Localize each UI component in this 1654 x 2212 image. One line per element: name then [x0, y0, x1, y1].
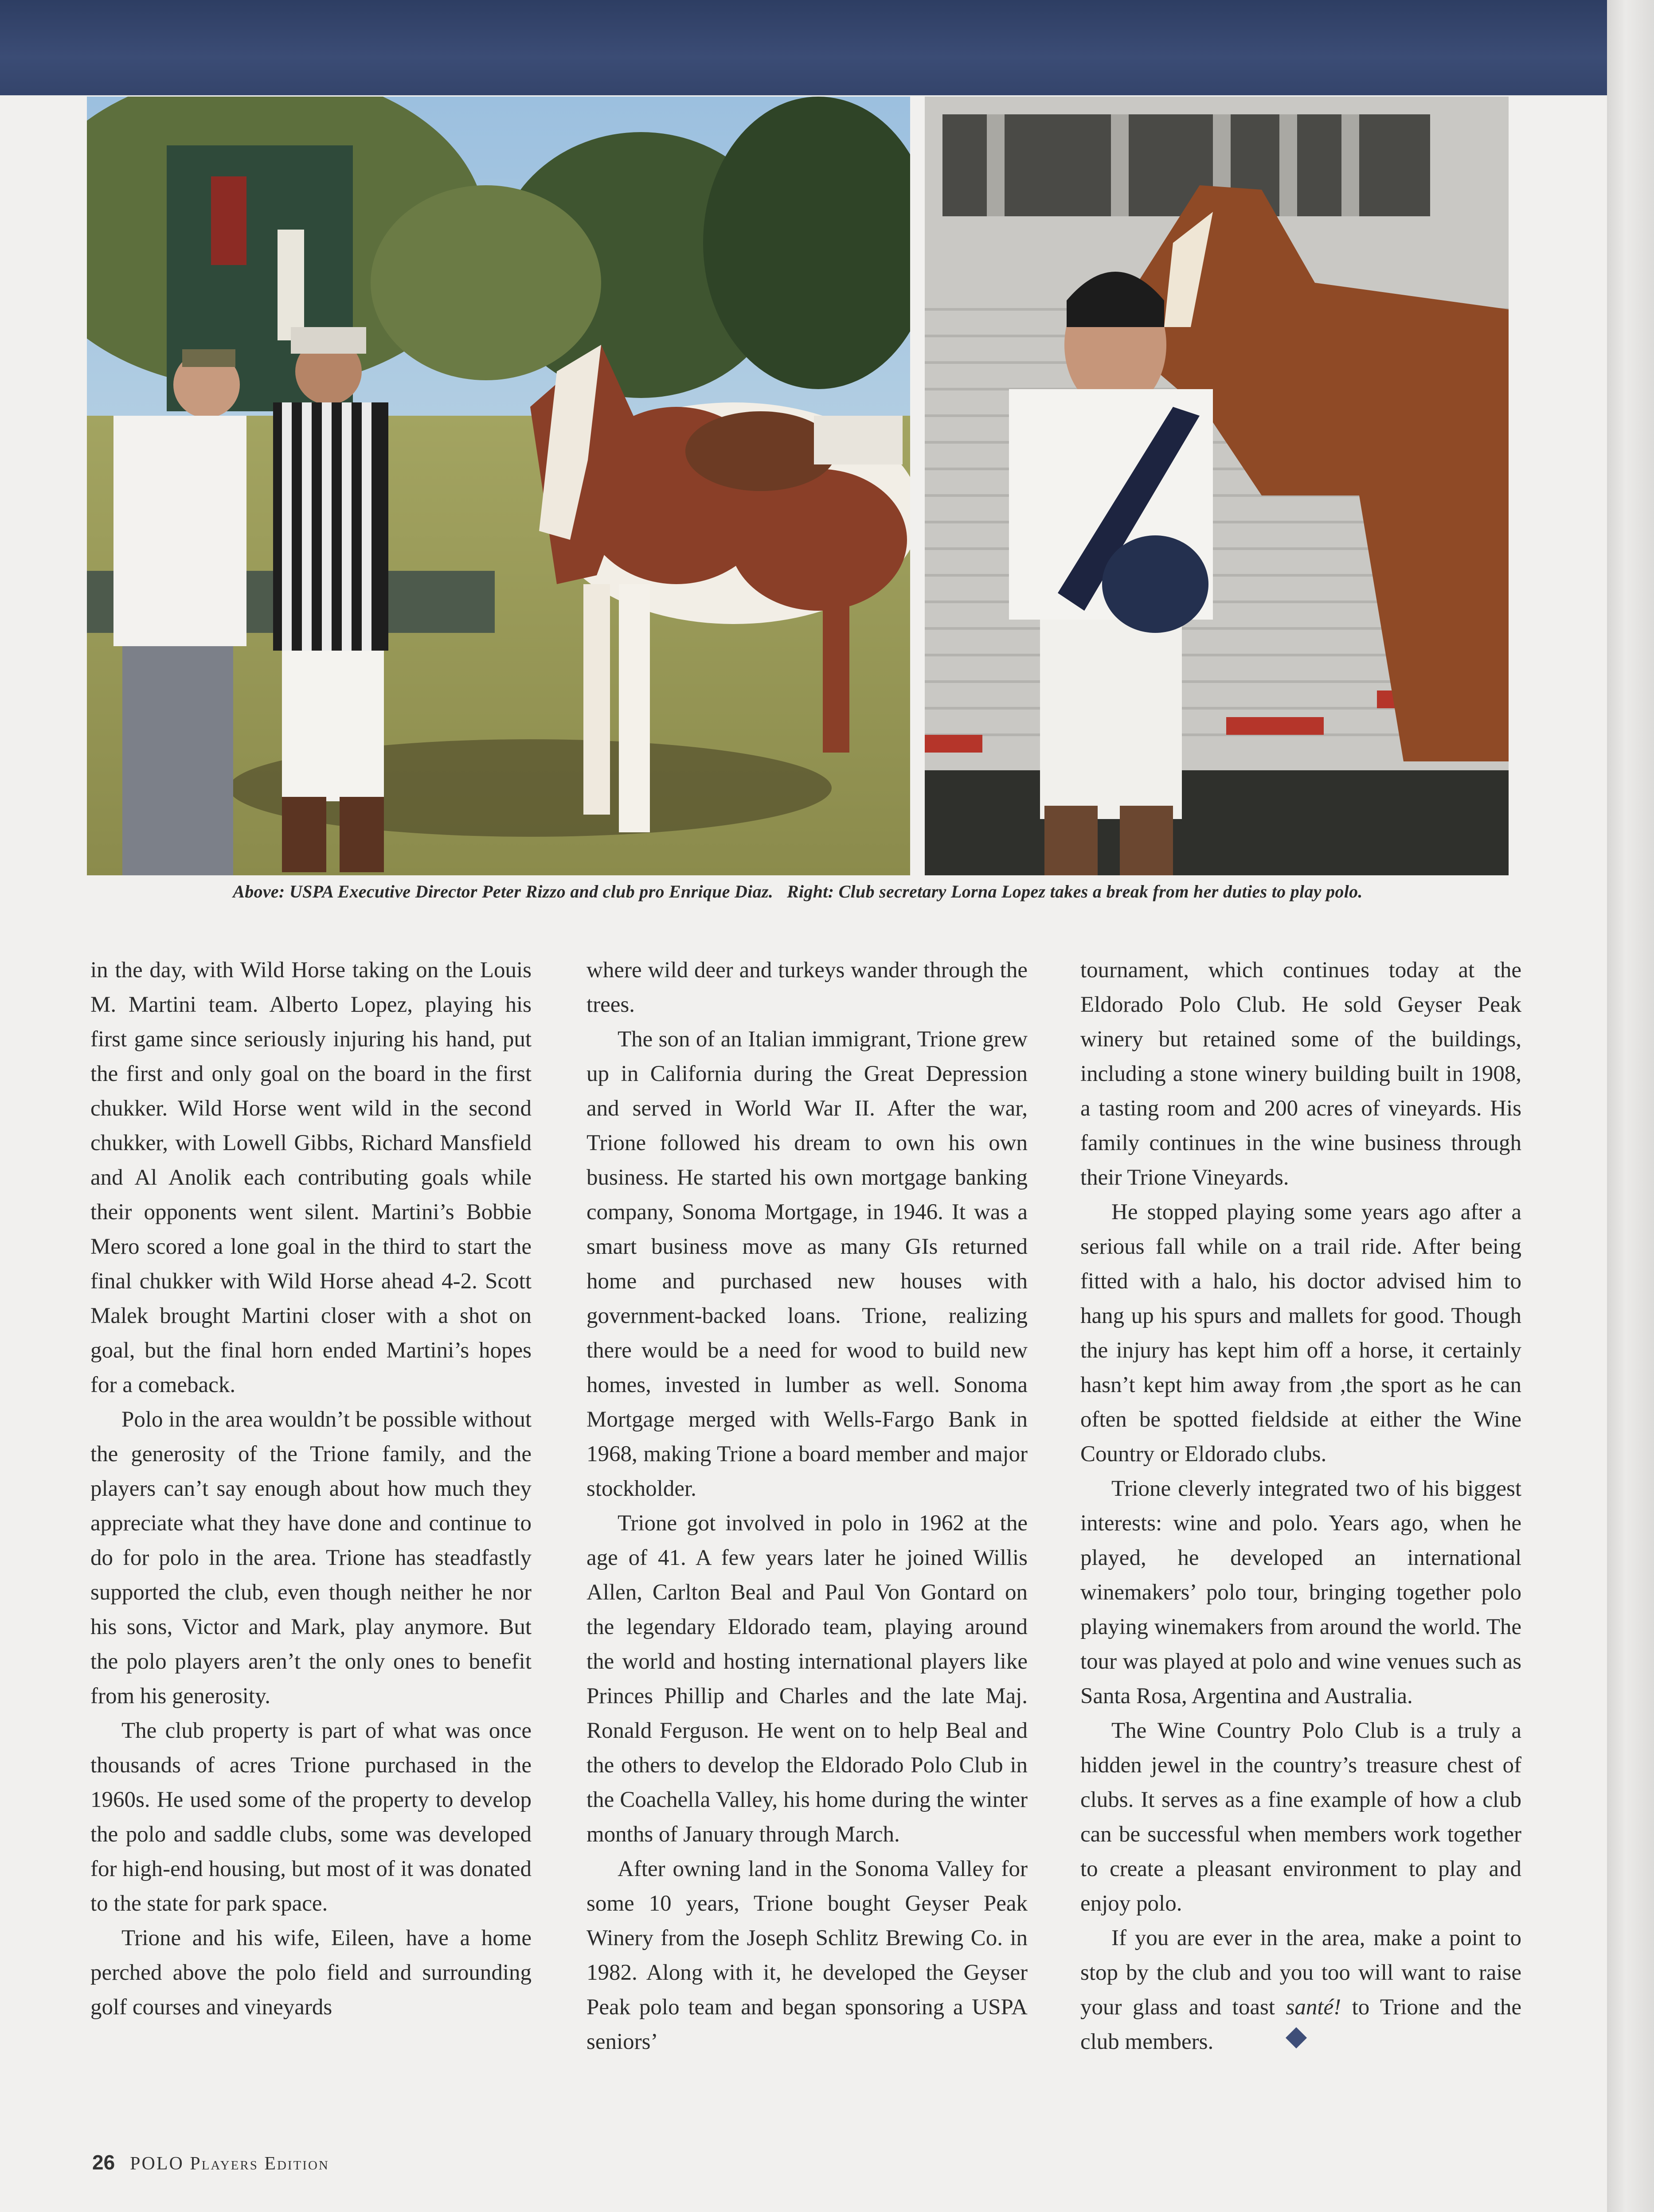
- article-column-2: [587, 953, 1028, 2059]
- end-diamond-icon: [1286, 2027, 1307, 2048]
- article-column-3: [1080, 953, 1521, 2059]
- paragraph: The son of an Italian immigrant, Trione grew up in California during the Great Depression and served in World War II. After the war, Trione followed his dream to own his own business. He started his own mortgage banking company, Sonoma Mortgage, in 1946. It was a smart business move as many GIs returned home and purchased new houses with government-backed loans. Trione, realizing there would be a need for wood to build new homes, invested in lumber as well. Sonoma Mortgage merged with Wells-Fargo Bank in 1968, making Trione a board member and major stockholder.: [587, 1027, 1028, 1501]
- photo-woman-polo-player-with-chestnut-horse: [925, 97, 1509, 875]
- paragraph: The Wine Country Polo Club is a truly a hidden jewel in the country’s treasure chest of clubs. It serves as a fine example of how a club can be successful when members work together to create a pleasant environment to play and enjoy polo.: [1080, 1718, 1521, 1916]
- paragraph: Polo in the area wouldn’t be possible without the generosity of the Trione family, and the players can’t say enough about how much they appreciate what they have done and continue to do for polo in the area. Trione has steadfastly supported the club, even though neither he nor his sons, Victor and Mark, play anymore. But the polo players aren’t the only ones to benefit from his generosity.: [90, 1407, 532, 1709]
- article-column-1: [90, 953, 532, 2025]
- closing-text: If you are ever in the area, make a point to stop by the club and you too will want to raise your glass and toast: [1080, 1926, 1521, 2020]
- photo-left: [87, 97, 910, 875]
- caption-left-label: Above:: [233, 882, 285, 901]
- caption-right-label: Right:: [787, 882, 834, 901]
- paragraph: Trione and his wife, Eileen, have a home perched above the polo field and surrounding golf courses and vineyards: [90, 1926, 532, 2020]
- paragraph: Trione cleverly integrated two of his biggest interests: wine and polo. Years ago, when he played, he developed an international winemakers’ polo tour, bringing together polo playing winemakers from around the world. The tour was played at polo and wine venues such as Santa Rosa, Argentina and Australia.: [1080, 1476, 1521, 1709]
- photo-two-men-with-pinto-polo-horse: [87, 97, 910, 875]
- paragraph: Trione got involved in polo in 1962 at the age of 41. A few years later he joined Willis Allen, Carlton Beal and Paul Von Gontard on the legendary Eldorado team, playing around the world and hosting international players like Princes Phillip and Charles and the late Maj. Ronald Ferguson. He went on to help Beal and the others to develop the Eldorado Polo Club in the Coachella Valley, his home during the winter months of January through March.: [587, 1511, 1028, 1847]
- header-color-band: [0, 0, 1607, 95]
- magazine-name: POLO Players Edition: [130, 2153, 329, 2174]
- caption-left-text: USPA Executive Director Peter Rizzo and club pro Enrique Diaz.: [289, 882, 774, 901]
- photo-caption: [87, 881, 1509, 902]
- paragraph: He stopped playing some years ago after a serious fall while on a trail ride. After being fitted with a halo, his doctor advised him to hang up his spurs and mallets for good. Though the injury has kept him off a horse, it certainly hasn’t kept him away from ,the sport as he can often be spotted fieldside at either the Wine Country or Eldorado clubs.: [1080, 1200, 1521, 1467]
- page-number: 26: [92, 2151, 115, 2174]
- paragraph: tournament, which continues today at the Eldorado Polo Club. He sold Geyser Peak winery but retained some of the buildings, including a stone winery building built in 1908, a tasting room and 200 acres of vineyards. His family continues in the wine business through their Trione Vineyards.: [1080, 958, 1521, 1190]
- paragraph: in the day, with Wild Horse taking on the Louis M. Martini team. Alberto Lopez, playing his first game since seriously injuring his hand, put the first and only goal on the board in the first chukker. Wild Horse went wild in the second chukker, with Lowell Gibbs, Richard Mansfield and Al Anolik each contributing goals while their opponents went silent. Martini’s Bobbie Mero scored a lone goal in the third to start the final chukker with Wild Horse ahead 4-2. Scott Malek brought Martini closer with a shot on goal, but the final horn ended Martini’s hopes for a comeback.: [90, 958, 532, 1397]
- closing-text-end: to Trione and the club members.: [1080, 1995, 1522, 2054]
- photo-right: [925, 97, 1509, 875]
- paragraph: After owning land in the Sonoma Valley for some 10 years, Trione bought Geyser Peak Winery from the Joseph Schlitz Brewing Co. in 1982. Along with it, he developed the Geyser Peak polo team and began sponsoring a USPA seniors’: [587, 1857, 1028, 2054]
- caption-right-text: Club secretary Lorna Lopez takes a break from her duties to play polo.: [838, 882, 1363, 901]
- paragraph: where wild deer and turkeys wander through the trees.: [587, 958, 1028, 1017]
- page-spine-edge: [1607, 0, 1654, 2212]
- paragraph: The club property is part of what was once thousands of acres Trione purchased in the 1960s. He used some of the property to develop the polo and saddle clubs, some was developed for high-end housing, but most of it was donated to the state for park space.: [90, 1718, 532, 1916]
- page-footer: [92, 2150, 329, 2174]
- sante-emphasis: santé!: [1286, 1995, 1341, 2020]
- closing-paragraph: [1080, 1921, 1521, 2059]
